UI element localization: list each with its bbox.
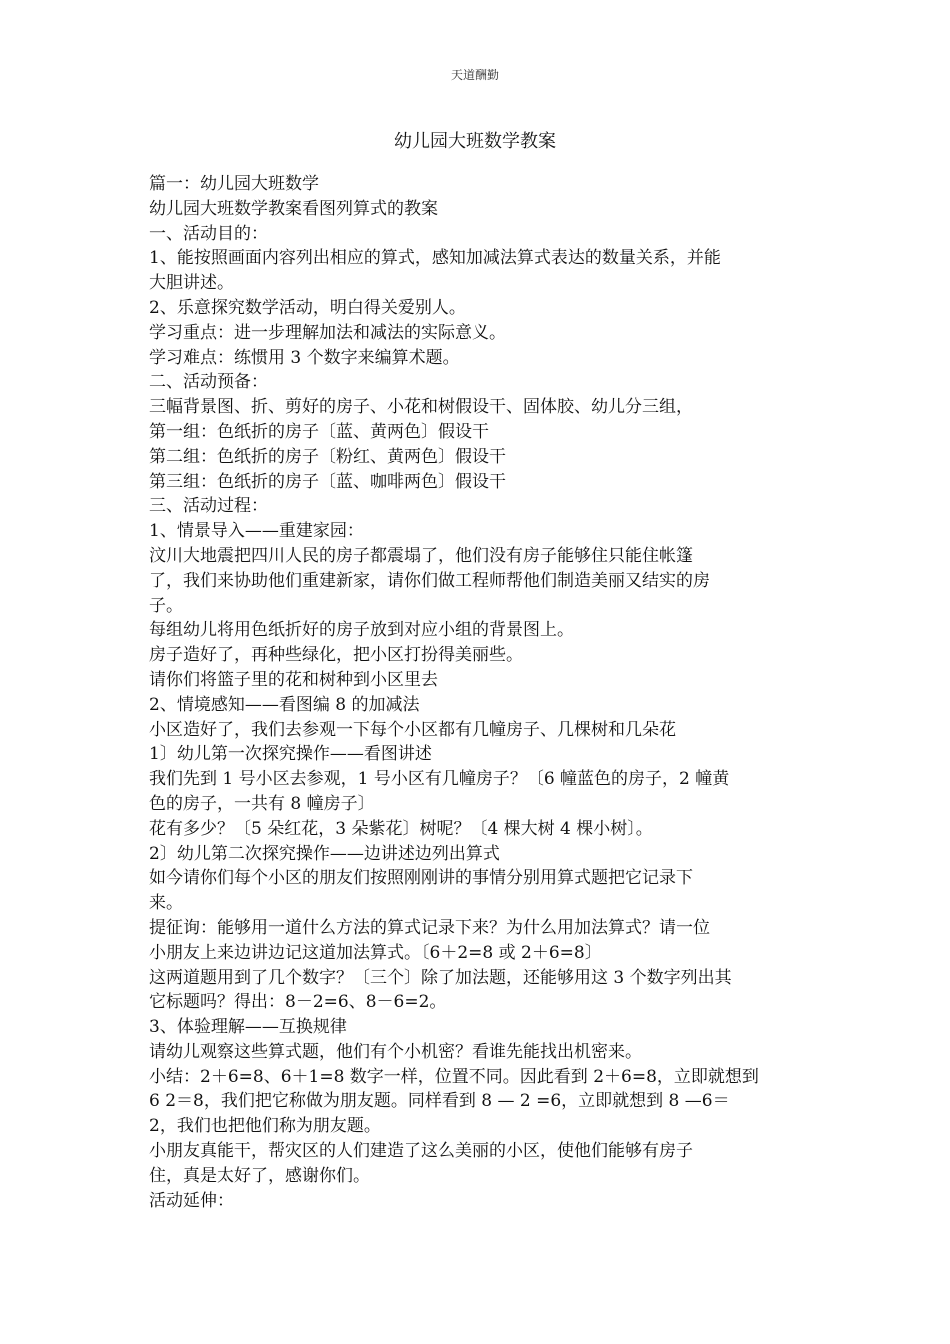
document-title: 幼儿园大班数学教案 <box>394 131 556 152</box>
text-line: 每组幼儿将用色纸折好的房子放到对应小组的背景图上。 <box>149 620 574 641</box>
text-line: 了，我们来协助他们重建新家，请你们做工程师帮他们制造美丽又结实的房 <box>149 570 710 591</box>
text-line: 幼儿园大班数学教案看图列算式的教案 <box>149 198 438 219</box>
text-line: 来。 <box>149 893 183 914</box>
text-line: 大胆讲述。 <box>149 273 234 294</box>
text-line: 请你们将篮子里的花和树种到小区里去 <box>149 669 438 690</box>
page-header: 天道酬勤 <box>450 68 499 82</box>
text-line: 活动延伸： <box>149 1190 234 1211</box>
text-line: 子。 <box>149 595 183 616</box>
text-line: 小结：2＋6=8、6＋1=8 数字一样，位置不同。因此看到 2＋6=8，立即就想到 <box>149 1066 759 1087</box>
text-line: 第一组：色纸折的房子〔蓝、黄两色〕假设干 <box>149 421 489 442</box>
text-line: 一、活动目的： <box>149 223 268 244</box>
text-line: 小朋友上来边讲边记这道加法算式。〔6＋2=8 或 2＋6=8〕 <box>149 942 602 963</box>
text-line: 2〕幼儿第二次探究操作——边讲述边列出算式 <box>149 843 500 864</box>
text-line: 三、活动过程： <box>149 496 268 517</box>
text-line: 第三组：色纸折的房子〔蓝、咖啡两色〕假设干 <box>149 471 506 492</box>
text-line: 如今请你们每个小区的朋友们按照刚刚讲的事情分别用算式题把它记录下 <box>149 868 693 889</box>
text-line: 3、体验理解——互换规律 <box>149 1017 347 1038</box>
text-line: 1〕幼儿第一次探究操作——看图讲述 <box>149 744 432 765</box>
text-line: 2、情境感知——看图编 8 的加减法 <box>149 694 420 715</box>
text-line: 1、能按照画面内容列出相应的算式，感知加减法算式表达的数量关系，并能 <box>149 248 721 269</box>
text-line: 小区造好了，我们去参观一下每个小区都有几幢房子、几棵树和几朵花 <box>149 719 676 740</box>
text-line: 它标题吗？得出：8－2=6、8－6=2。 <box>149 992 447 1013</box>
text-line: 请幼儿观察这些算式题，他们有个小机密？看谁先能找出机密来。 <box>149 1041 642 1062</box>
text-line: 房子造好了，再种些绿化，把小区打扮得美丽些。 <box>149 645 523 666</box>
text-line: 2、乐意探究数学活动，明白得关爱别人。 <box>149 297 466 318</box>
text-line: 三幅背景图、折、剪好的房子、小花和树假设干、固体胶、幼儿分三组， <box>149 397 693 418</box>
text-line: 我们先到 1 号小区去参观，1 号小区有几幢房子？〔6 幢蓝色的房子，2 幢黄 <box>149 769 730 790</box>
text-line: 二、活动预备： <box>149 372 268 393</box>
text-line: 小朋友真能干，帮灾区的人们建造了这么美丽的小区，使他们能够有房子 <box>149 1141 693 1162</box>
text-line: 汶川大地震把四川人民的房子都震塌了，他们没有房子能够住只能住帐篷 <box>149 545 693 566</box>
text-line: 1、情景导入——重建家园： <box>149 521 364 542</box>
text-line: 住，真是太好了，感谢你们。 <box>149 1165 370 1186</box>
text-line: 6 2＝8，我们把它称做为朋友题。同样看到 8 — 2 =6，立即就想到 8 —6＝ <box>149 1091 730 1112</box>
text-line: 色的房子，一共有 8 幢房子〕 <box>149 793 375 814</box>
text-line: 篇一：幼儿园大班数学 <box>149 174 319 194</box>
text-line: 第二组：色纸折的房子〔粉红、黄两色〕假设干 <box>149 446 506 467</box>
text-line: 学习重点：进一步理解加法和减法的实际意义。 <box>149 322 506 343</box>
text-line: 学习难点：练惯用 3 个数字来编算术题。 <box>149 347 460 368</box>
text-line: 2，我们也把他们称为朋友题。 <box>149 1116 381 1137</box>
text-line: 提征询：能够用一道什么方法的算式记录下来？为什么用加法算式？请一位 <box>149 917 710 938</box>
text-line: 花有多少？〔5 朵红花，3 朵紫花〕树呢？〔4 棵大树 4 棵小树〕。 <box>149 818 653 839</box>
text-line: 这两道题用到了几个数字？〔三个〕除了加法题，还能够用这 3 个数字列出其 <box>149 967 732 988</box>
document-body <box>149 172 804 1213</box>
